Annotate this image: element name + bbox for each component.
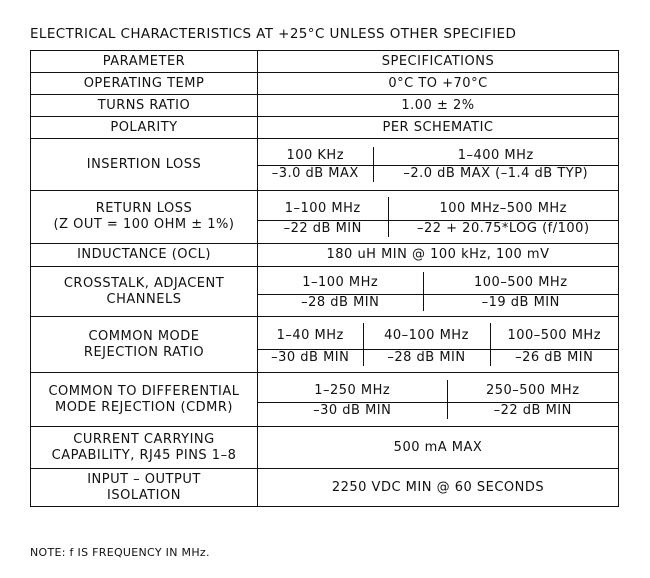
isolation-label: INPUT – OUTPUT	[87, 471, 201, 487]
return-loss-values	[258, 197, 618, 238]
row-turns-ratio	[31, 95, 619, 117]
current-label: CURRENT CARRYING	[73, 431, 215, 447]
header-parameter: PARAMETER	[31, 51, 258, 73]
insertion-loss-val-2: –2.0 dB MAX (–1.4 dB TYP)	[403, 166, 589, 182]
cdmr-label-2: MODE REJECTION (CDMR)	[54, 399, 234, 415]
table-title: ELECTRICAL CHARACTERISTICS AT +25°C UNLESS OTHER SPECIFIED	[30, 26, 517, 42]
row-inductance	[31, 244, 619, 267]
row-common-mode-rejection	[31, 317, 619, 373]
isolation-label-2: ISOLATION	[107, 487, 181, 503]
row-crosstalk	[31, 267, 619, 317]
header-specifications: SPECIFICATIONS	[258, 51, 619, 73]
current-value: 500 mA MAX	[258, 427, 619, 469]
cmrr-val-2: –28 dB MIN	[363, 350, 490, 367]
return-loss-label: RETURN LOSS	[95, 201, 193, 216]
cmrr-label: COMMON MODE	[88, 328, 200, 344]
operating-temp-label: OPERATING TEMP	[31, 73, 258, 95]
crosstalk-freq-1: 1–100 MHz	[258, 272, 423, 294]
cdmr-freq-2: 250–500 MHz	[447, 380, 618, 402]
cmrr-freq-3: 100–500 MHz	[490, 323, 618, 350]
insertion-loss-label: INSERTION LOSS	[31, 139, 258, 191]
cmrr-freq-2: 40–100 MHz	[363, 323, 490, 350]
row-insertion-loss	[31, 139, 619, 191]
table-header-row	[31, 51, 619, 73]
insertion-loss-val-1: –3.0 dB MAX	[258, 166, 373, 183]
row-current-carrying	[31, 427, 619, 469]
return-loss-val-1: –22 dB MIN	[258, 221, 388, 238]
current-label-2: CAPABILITY, RJ45 PINS 1–8	[51, 447, 237, 463]
row-operating-temp	[31, 73, 619, 95]
return-loss-condition: (Z OUT = 100 OHM ± 1%)	[53, 217, 235, 232]
row-isolation	[31, 469, 619, 507]
turns-ratio-value: 1.00 ± 2%	[258, 95, 619, 117]
footnote: NOTE: f IS FREQUENCY IN MHz.	[30, 546, 210, 559]
return-loss-freq-2: 100 MHz–500 MHz	[388, 197, 618, 221]
cmrr-label-2: REJECTION RATIO	[83, 344, 205, 360]
cmrr-val-3: –26 dB MIN	[515, 350, 594, 366]
insertion-loss-freq-2: 1–400 MHz	[373, 147, 618, 166]
turns-ratio-label: TURNS RATIO	[31, 95, 258, 117]
crosstalk-val-2: –19 dB MIN	[481, 294, 560, 310]
row-return-loss	[31, 191, 619, 244]
isolation-value: 2250 VDC MIN @ 60 SECONDS	[258, 469, 619, 507]
cdmr-val-2: –22 dB MIN	[493, 402, 572, 418]
cdmr-val-1: –30 dB MIN	[258, 402, 447, 419]
return-loss-val-2: –22 + 20.75*LOG (f/100)	[416, 221, 590, 237]
polarity-value: PER SCHEMATIC	[258, 117, 619, 139]
cmrr-values	[258, 323, 618, 367]
inductance-value: 180 uH MIN @ 100 kHz, 100 mV	[258, 244, 619, 267]
row-cdmr	[31, 373, 619, 427]
inductance-label: INDUCTANCE (OCL)	[31, 244, 258, 267]
cdmr-label: COMMON TO DIFFERENTIAL	[48, 383, 240, 399]
crosstalk-val-1: –28 dB MIN	[258, 294, 423, 311]
operating-temp-value: 0°C TO +70°C	[258, 73, 619, 95]
return-loss-freq-1: 1–100 MHz	[258, 197, 388, 221]
crosstalk-label-2: CHANNELS	[106, 291, 182, 307]
insertion-loss-values	[258, 147, 618, 183]
polarity-label: POLARITY	[31, 117, 258, 139]
cdmr-values	[258, 380, 618, 419]
crosstalk-freq-2: 100–500 MHz	[423, 272, 618, 294]
cmrr-val-1: –30 dB MIN	[258, 350, 363, 367]
crosstalk-label: CROSSTALK, ADJACENT	[63, 275, 225, 291]
cmrr-freq-1: 1–40 MHz	[258, 323, 363, 350]
electrical-characteristics-table	[30, 50, 619, 507]
crosstalk-values	[258, 272, 618, 311]
cdmr-freq-1: 1–250 MHz	[258, 380, 447, 402]
row-polarity	[31, 117, 619, 139]
insertion-loss-freq-1: 100 KHz	[258, 147, 373, 166]
